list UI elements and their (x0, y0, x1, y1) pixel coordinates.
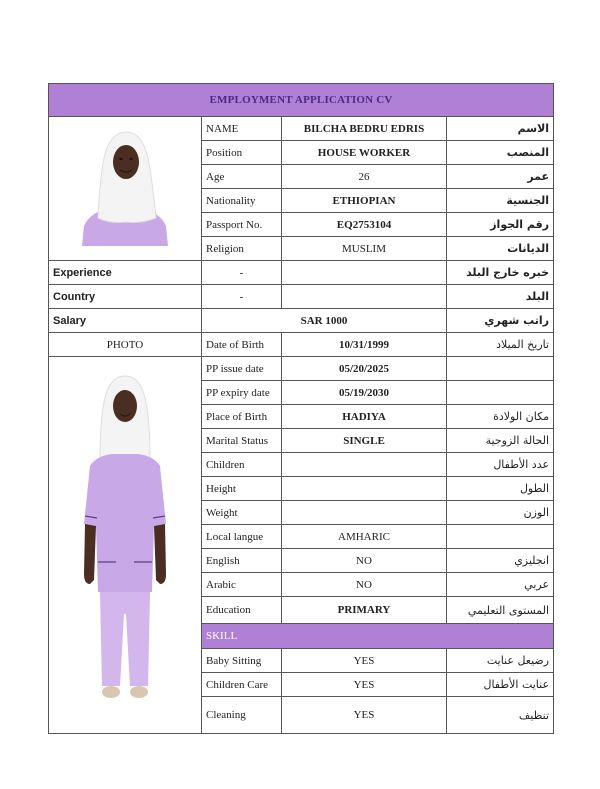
skill-label-children-care: Children Care (202, 673, 282, 697)
experience-arabic: خبره خارج البلد (447, 261, 554, 285)
field-value-passport: EQ2753104 (282, 213, 447, 237)
education-arabic: المستوى التعليمي (447, 597, 554, 624)
detail-value-arabic: NO (282, 573, 447, 597)
skill-arabic-children-care: عنايت الأطفال (447, 673, 554, 697)
detail-value-height (282, 477, 447, 501)
detail-label-dob: Date of Birth (202, 333, 282, 357)
country-value: - (202, 285, 282, 309)
country-blank (282, 285, 447, 309)
field-label-position: Position (202, 141, 282, 165)
detail-arabic-english: انجليزي (447, 549, 554, 573)
country-arabic: البلد (447, 285, 554, 309)
skill-label-cleaning: Cleaning (202, 697, 282, 734)
skill-value-baby-sitting: YES (282, 649, 447, 673)
detail-label-children: Children (202, 453, 282, 477)
detail-arabic-pp-expiry (447, 381, 554, 405)
detail-arabic-weight: الوزن (447, 501, 554, 525)
detail-value-local-language: AMHARIC (282, 525, 447, 549)
field-label-nationality: Nationality (202, 189, 282, 213)
detail-label-pp-expiry: PP expiry date (202, 381, 282, 405)
field-label-age: Age (202, 165, 282, 189)
detail-arabic-place-of-birth: مكان الولادة (447, 405, 554, 429)
detail-value-weight (282, 501, 447, 525)
detail-value-pp-issue: 05/20/2025 (282, 357, 447, 381)
detail-value-marital-status: SINGLE (282, 429, 447, 453)
detail-value-children (282, 453, 447, 477)
full-body-photo (49, 357, 202, 734)
skill-arabic-cleaning: تنظيف (447, 697, 554, 734)
field-arabic-position: المنصب (447, 141, 554, 165)
field-label-passport: Passport No. (202, 213, 282, 237)
detail-arabic-children: عدد الأطفال (447, 453, 554, 477)
field-arabic-name: الاسم (447, 117, 554, 141)
experience-label: Experience (49, 261, 202, 285)
field-arabic-age: عمر (447, 165, 554, 189)
detail-label-height: Height (202, 477, 282, 501)
detail-label-english: English (202, 549, 282, 573)
field-value-nationality: ETHIOPIAN (282, 189, 447, 213)
skill-arabic-baby-sitting: رضيعل عنايت (447, 649, 554, 673)
detail-label-arabic: Arabic (202, 573, 282, 597)
salary-value: SAR 1000 (202, 309, 447, 333)
experience-blank (282, 261, 447, 285)
field-label-religion: Religion (202, 237, 282, 261)
detail-arabic-arabic: عربي (447, 573, 554, 597)
detail-label-pp-issue: PP issue date (202, 357, 282, 381)
field-value-age: 26 (282, 165, 447, 189)
detail-arabic-height: الطول (447, 477, 554, 501)
field-value-position: HOUSE WORKER (282, 141, 447, 165)
detail-arabic-pp-issue (447, 357, 554, 381)
salary-label: Salary (49, 309, 202, 333)
salary-arabic: راتب شهري (447, 309, 554, 333)
detail-label-local-language: Local langue (202, 525, 282, 549)
field-value-religion: MUSLIM (282, 237, 447, 261)
detail-arabic-marital-status: الحالة الزوجية (447, 429, 554, 453)
field-label-name: NAME (202, 117, 282, 141)
detail-value-pp-expiry: 05/19/2030 (282, 381, 447, 405)
field-arabic-passport: رقم الجواز (447, 213, 554, 237)
field-arabic-religion: الديانات (447, 237, 554, 261)
detail-arabic-local-language (447, 525, 554, 549)
headshot-photo (49, 117, 202, 261)
detail-label-marital-status: Marital Status (202, 429, 282, 453)
education-label: Education (202, 597, 282, 624)
field-value-name: BILCHA BEDRU EDRIS (282, 117, 447, 141)
detail-value-place-of-birth: HADIYA (282, 405, 447, 429)
detail-label-place-of-birth: Place of Birth (202, 405, 282, 429)
detail-value-dob: 10/31/1999 (282, 333, 447, 357)
skill-label-baby-sitting: Baby Sitting (202, 649, 282, 673)
detail-value-english: NO (282, 549, 447, 573)
experience-value: - (202, 261, 282, 285)
cv-table (48, 83, 554, 734)
field-arabic-nationality: الجنسية (447, 189, 554, 213)
skill-header: SKILL (202, 624, 554, 649)
cv-title: EMPLOYMENT APPLICATION CV (49, 84, 554, 117)
full-body-image (70, 374, 180, 714)
detail-label-weight: Weight (202, 501, 282, 525)
skill-value-children-care: YES (282, 673, 447, 697)
education-value: PRIMARY (282, 597, 447, 624)
photo-label: PHOTO (49, 333, 202, 357)
headshot-image (70, 128, 180, 246)
detail-arabic-dob: تاريخ الميلاد (447, 333, 554, 357)
country-label: Country (49, 285, 202, 309)
skill-value-cleaning: YES (282, 697, 447, 734)
